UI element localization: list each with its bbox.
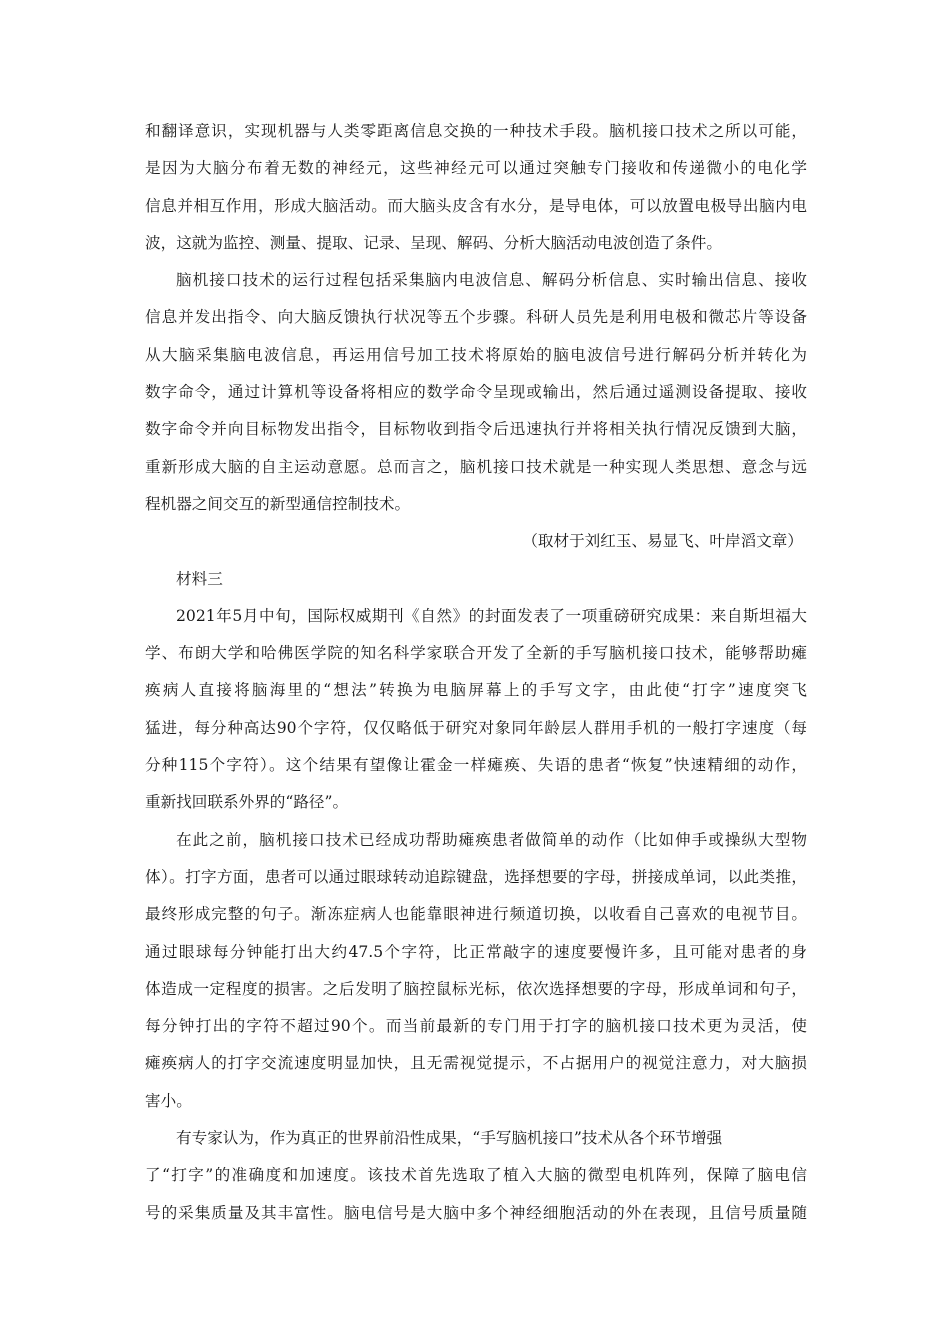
- paragraph-3: [145, 598, 807, 822]
- section-heading: 材料三: [176, 569, 223, 588]
- text-line: 号的采集质量及其丰富性。脑电信号是大脑中多个神经细胞活动的外在表现，且信号质量随: [145, 1203, 807, 1222]
- paragraph-1: [145, 113, 807, 262]
- text-line: 是因为大脑分布着无数的神经元，这些神经元可以通过突触专门接收和传递微小的电化学: [145, 159, 807, 178]
- text-line: 痪病人直接将脑海里的“想法”转换为电脑屏幕上的手写文字，由此使“打字”速度突飞: [145, 681, 807, 700]
- paragraph-5: [145, 1120, 807, 1232]
- text-line: 信息并发出指令、向大脑反馈执行状况等五个步骤。科研人员先是利用电极和微芯片等设备: [145, 308, 807, 327]
- text-line: 通过眼球每分钟能打出大约47.5个字符，比正常敲字的速度要慢许多，且可能对患者的身: [145, 942, 807, 961]
- text-line: 体造成一定程度的损害。之后发明了脑控鼠标光标，依次选择想要的字母，形成单词和句子，: [145, 979, 807, 998]
- text-line: 害小。: [145, 1091, 192, 1110]
- text-line: 在此之前，脑机接口技术已经成功帮助瘫痪患者做简单的动作（比如伸手或操纵大型物: [176, 830, 807, 849]
- text-line: 有专家认为，作为真正的世界前沿性成果，“手写脑机接口”技术从各个环节增强: [176, 1129, 723, 1148]
- text-line: 和翻译意识，实现机器与人类零距离信息交换的一种技术手段。脑机接口技术之所以可能，: [145, 122, 807, 140]
- text-line: 程机器之间交互的新型通信控制技术。: [145, 494, 411, 513]
- text-line: 信息并相互作用，形成大脑活动。而大脑头皮含有水分，是导电体，可以放置电极导出脑内电: [145, 196, 807, 215]
- text-line: 学、布朗大学和哈佛医学院的知名科学家联合开发了全新的手写脑机接口技术，能够帮助瘫: [145, 644, 807, 663]
- text-line: 从大脑采集脑电波信息，再运用信号加工技术将原始的脑电波信号进行解码分析并转化为: [145, 345, 807, 364]
- text-line: 数字命令并向目标物发出指令，目标物收到指令后迅速执行并将相关执行情况反馈到大脑，: [145, 420, 807, 439]
- text-line: 重新找回联系外界的“路径”。: [145, 793, 349, 812]
- text-line: 体）。打字方面，患者可以通过眼球转动追踪键盘，选择想要的字母，拼接成单词，以此类推，: [145, 867, 807, 886]
- text-line: 了“打字”的准确度和加速度。该技术首先选取了植入大脑的微型电机阵列，保障了脑电信: [145, 1166, 807, 1185]
- text-line: 重新形成大脑的自主运动意愿。总而言之，脑机接口技术就是一种实现人类思想、意念与远: [145, 457, 807, 476]
- text-line: 瘫痪病人的打字交流速度明显加快，且无需视觉提示，不占据用户的视觉注意力，对大脑损: [145, 1054, 807, 1073]
- text-line: 波，这就为监控、测量、提取、记录、呈现、解码、分析大脑活动电波创造了条件。: [145, 233, 722, 252]
- text-line: 数字命令，通过计算机等设备将相应的数学命令呈现或输出，然后通过遥测设备提取、接收: [145, 383, 807, 402]
- paragraph-2: [145, 262, 807, 523]
- text-line: 猛进，每分种高达90个字符，仅仅略低于研究对象同年龄层人群用手机的一般打字速度（每: [145, 718, 807, 737]
- text-line: 分种115个字符）。这个结果有望像让霍金一样瘫痪、失语的患者“恢复”快速精细的动作，: [145, 756, 807, 775]
- text-line: 最终形成完整的句子。渐冻症病人也能靠眼神进行频道切换，以收看自己喜欢的电视节目。: [145, 905, 807, 924]
- source-citation: （取材于刘红玉、易显飞、叶岸滔文章）: [522, 532, 803, 551]
- document-page: [145, 113, 807, 1232]
- text-line: 每分钟打出的字符不超过90个。而当前最新的专门用于打字的脑机接口技术更为灵活，使: [145, 1017, 807, 1036]
- text-line: 2021年5月中旬，国际权威期刊《自然》的封面发表了一项重磅研究成果：来自斯坦福大: [176, 606, 807, 625]
- text-line: 脑机接口技术的运行过程包括采集脑内电波信息、解码分析信息、实时输出信息、接收: [176, 271, 807, 290]
- paragraph-4: [145, 822, 807, 1120]
